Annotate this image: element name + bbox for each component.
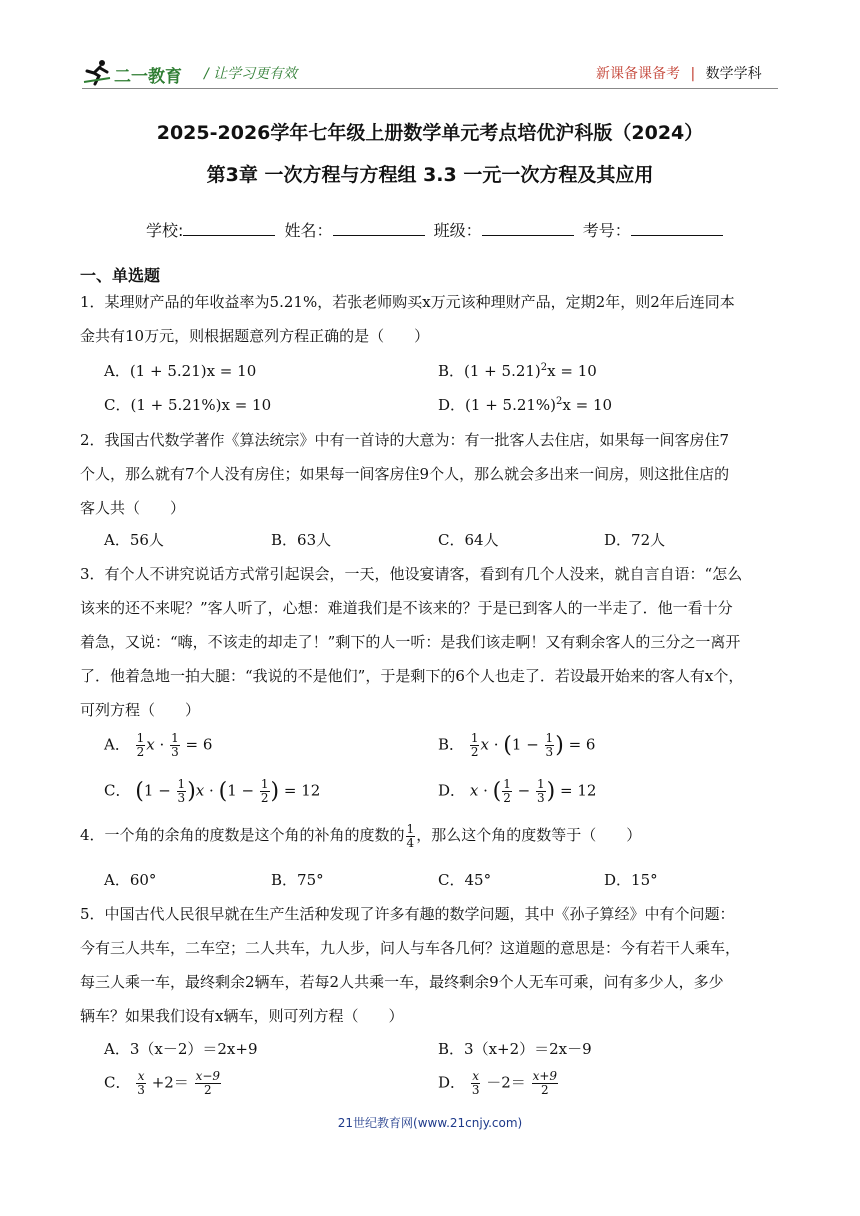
q2-line1: 2．我国古代数学著作《算法统宗》中有一首诗的大意为：有一批客人去住店，如果每一间客房住7 (80, 431, 730, 449)
minus: − (158, 781, 171, 800)
question-5-text (80, 897, 780, 1033)
school-label: 学校: (146, 221, 184, 240)
question-2-text (80, 423, 780, 525)
dot-op: · (493, 735, 499, 754)
q5-option-a[interactable]: A．3（x－2）＝2x+9 (104, 1040, 258, 1058)
fraction (136, 732, 146, 759)
q2-line2: 个人，那么就有7个人没有房住；如果每一间客房住9个人，那么就会多出来一间房，则这批住店的 (80, 465, 730, 483)
q1-line2: 金共有10万元，则根据题意列方程正确的是（ ） (80, 327, 430, 345)
q4-option-a[interactable]: A．60° (104, 871, 157, 889)
q1-b-rest: x = 10 (547, 362, 597, 380)
fraction (532, 1070, 558, 1097)
q2-option-d[interactable]: D．72人 (604, 531, 666, 549)
q4-pre: 4．一个角的余角的度数是这个角的补角的度数的 (80, 826, 405, 844)
q1-option-d[interactable] (438, 394, 612, 415)
question-4-text (80, 818, 780, 852)
header-separator: | (690, 66, 696, 82)
frac-den: 3 (177, 791, 186, 805)
q1-d-rest: x = 10 (562, 396, 613, 414)
frac-den: 2 (540, 1083, 549, 1097)
q3-b-rhs: = 6 (568, 735, 596, 754)
frac-den: 2 (260, 791, 269, 805)
q5-line2: 今有三人共车，二车空；二人共车，九人步，问人与车各几何？这道题的意思是：今有若干人乘车， (80, 939, 741, 957)
q3-option-c[interactable] (104, 778, 320, 805)
page-title: 2025-2026学年七年级上册数学单元考点培优沪科版（2024） (156, 122, 704, 144)
paren: ) (270, 779, 280, 804)
paren: ) (555, 733, 564, 758)
dot-op: · (159, 735, 165, 754)
paren: ( (135, 779, 144, 804)
frac-num: x (137, 1069, 145, 1083)
frac-den: 3 (537, 791, 545, 805)
fraction (471, 1070, 481, 1097)
header-course-label: 新课备课备考 (596, 66, 680, 82)
frac-num: 1 (171, 731, 179, 745)
q4-option-d[interactable]: D．15° (604, 871, 658, 889)
var-x: x (469, 781, 479, 800)
q5-line1: 5．中国古代人民很早就在生产生活种发现了许多有趣的数学问题，其中《孙子算经》中有个问题： (80, 905, 735, 923)
q3-line4: 了．他着急地一拍大腿：“我说的不是他们”，于是剩下的6个人也走了．若设最开始来的客人有x个， (80, 667, 744, 685)
q5-d-label: D． (438, 1073, 466, 1092)
q3-line2: 该来的还不来呢？”客人听了，心想：难道我们是不该来的？于是已到客人的一半走了．他一看十分 (80, 599, 733, 617)
logo (82, 58, 192, 88)
question-1-text (80, 285, 780, 353)
class-label: 班级： (433, 221, 482, 240)
frac-num: 1 (177, 777, 186, 791)
header-rule (82, 88, 778, 89)
q5-line4: 辆车？如果我们设有x辆车，则可列方程（ ） (80, 1007, 404, 1025)
frac-num: 1 (503, 777, 511, 791)
frac-den: 3 (471, 1083, 480, 1097)
q3-line5: 可列方程（ ） (80, 701, 201, 719)
q1-option-b[interactable] (438, 360, 597, 381)
one: 1 (227, 781, 237, 800)
frac-num: x (472, 1069, 480, 1083)
number-label: 考号： (582, 221, 631, 240)
paren: ( (218, 779, 228, 804)
fraction (136, 1070, 146, 1097)
q3-c-rhs: = 12 (283, 781, 321, 800)
q2-option-a[interactable]: A．56人 (104, 531, 164, 549)
frac-num: x+9 (532, 1069, 558, 1083)
number-field[interactable] (631, 221, 723, 236)
frac-den: 2 (204, 1083, 212, 1097)
q2-option-c[interactable]: C．64人 (438, 531, 499, 549)
frac-num: 1 (136, 731, 145, 745)
frac-den: 4 (406, 835, 415, 850)
header-subject-label: 数学学科 (705, 66, 762, 82)
frac-num: 1 (260, 777, 269, 791)
frac-den: 2 (470, 745, 479, 759)
var-x: x (480, 735, 489, 754)
header-right (596, 63, 762, 83)
dot-op: · (209, 781, 214, 800)
q3-b-label: B． (438, 735, 465, 754)
frac-num: 1 (537, 777, 545, 791)
fraction (406, 823, 416, 850)
frac-num: 1 (545, 731, 554, 745)
minus: − (517, 781, 531, 800)
one: 1 (511, 735, 522, 754)
fraction (545, 732, 555, 759)
q3-a-label: A． (104, 735, 130, 754)
q5-c-mid: +2＝ (151, 1073, 189, 1092)
q3-option-b[interactable] (438, 732, 595, 759)
fraction (536, 778, 546, 805)
question-3-text (80, 557, 780, 727)
q5-option-c[interactable] (104, 1070, 222, 1097)
q1-line1: 1．某理财产品的年收益率为5.21%，若张老师购买x万元该种理财产品，定期2年，则2年后连同本 (80, 293, 735, 311)
q5-option-b[interactable]: B．3（x+2）＝2x－9 (438, 1040, 592, 1058)
q5-c-label: C． (104, 1073, 131, 1092)
paren: ) (187, 779, 196, 804)
q1-d-exp: 2 (556, 396, 563, 407)
q2-option-b[interactable]: B．63人 (271, 531, 332, 549)
q2-line3: 客人共（ ） (80, 499, 186, 517)
frac-num: 1 (406, 821, 415, 836)
fraction (195, 1070, 221, 1097)
section-heading: 一、单选题 (80, 266, 161, 285)
var-x: x (146, 735, 155, 754)
fraction (260, 778, 270, 805)
frac-num: x−9 (195, 1069, 221, 1083)
header-slogan: / 让学习更有效 (204, 66, 298, 82)
q3-line3: 着急，又说：“嗨，不该走的却走了！”剩下的人一听：是我们该走啊！又有剩余客人的三分之一离开 (80, 633, 741, 651)
fraction (502, 778, 512, 805)
q3-option-a[interactable] (104, 732, 212, 759)
student-info-line (146, 218, 727, 241)
frac-den: 2 (136, 745, 145, 759)
frac-den: 3 (137, 1083, 145, 1097)
q1-option-a[interactable]: A．(1 + 5.21)x = 10 (104, 362, 257, 380)
page-footer[interactable]: 21世纪教育网(www.21cnjy.com) (337, 1116, 523, 1130)
frac-den: 3 (545, 745, 554, 759)
logo-text: 二一教育 (114, 67, 182, 87)
q1-b-base: B．(1 + 5.21) (438, 362, 541, 380)
page-subtitle: 第3章 一次方程与方程组 3.3 一元一次方程及其应用 (206, 164, 654, 186)
one: 1 (143, 781, 154, 800)
paren: ( (492, 779, 502, 804)
q4-post: ，那么这个角的度数等于（ ） (416, 826, 642, 844)
frac-den: 3 (171, 745, 179, 759)
fraction (170, 732, 180, 759)
paren: ) (546, 779, 556, 804)
q5-option-d[interactable] (438, 1070, 559, 1097)
fraction (470, 732, 480, 759)
dot-op: · (483, 781, 488, 800)
q3-option-d[interactable] (438, 778, 596, 805)
school-field[interactable] (183, 221, 275, 236)
q5-line3: 每三人乘一车，最终剩余2辆车，若每2人共乘一车，最终剩余9个人无车可乘，问有多少人，多少 (80, 973, 724, 991)
q5-d-mid: －2＝ (486, 1073, 526, 1092)
class-field[interactable] (482, 221, 574, 236)
q1-d-base: D．(1 + 5.21%) (438, 396, 557, 414)
q3-d-label: D． (438, 781, 466, 800)
q3-a-rhs: = 6 (185, 735, 213, 754)
minus: − (241, 781, 255, 800)
var-x: x (195, 781, 205, 800)
q3-line1: 3．有个人不讲究说话方式常引起误会，一天，他设宴请客，看到有几个人没来，就自言自语：“怎么 (80, 565, 743, 583)
fraction (177, 778, 187, 805)
frac-num: 1 (470, 731, 479, 745)
minus: − (526, 735, 539, 754)
q1-option-c[interactable]: C．(1 + 5.21%)x = 10 (104, 396, 272, 414)
q4-option-c[interactable]: C．45° (438, 871, 492, 889)
q3-d-rhs: = 12 (560, 781, 597, 800)
name-label: 姓名： (284, 221, 333, 240)
frac-den: 2 (503, 791, 511, 805)
q4-option-b[interactable]: B．75° (271, 871, 324, 889)
q3-c-label: C． (104, 781, 131, 800)
runner-logo-icon (82, 58, 112, 88)
q1-b-exp: 2 (540, 362, 548, 373)
name-field[interactable] (333, 221, 425, 236)
paren: ( (503, 733, 512, 758)
